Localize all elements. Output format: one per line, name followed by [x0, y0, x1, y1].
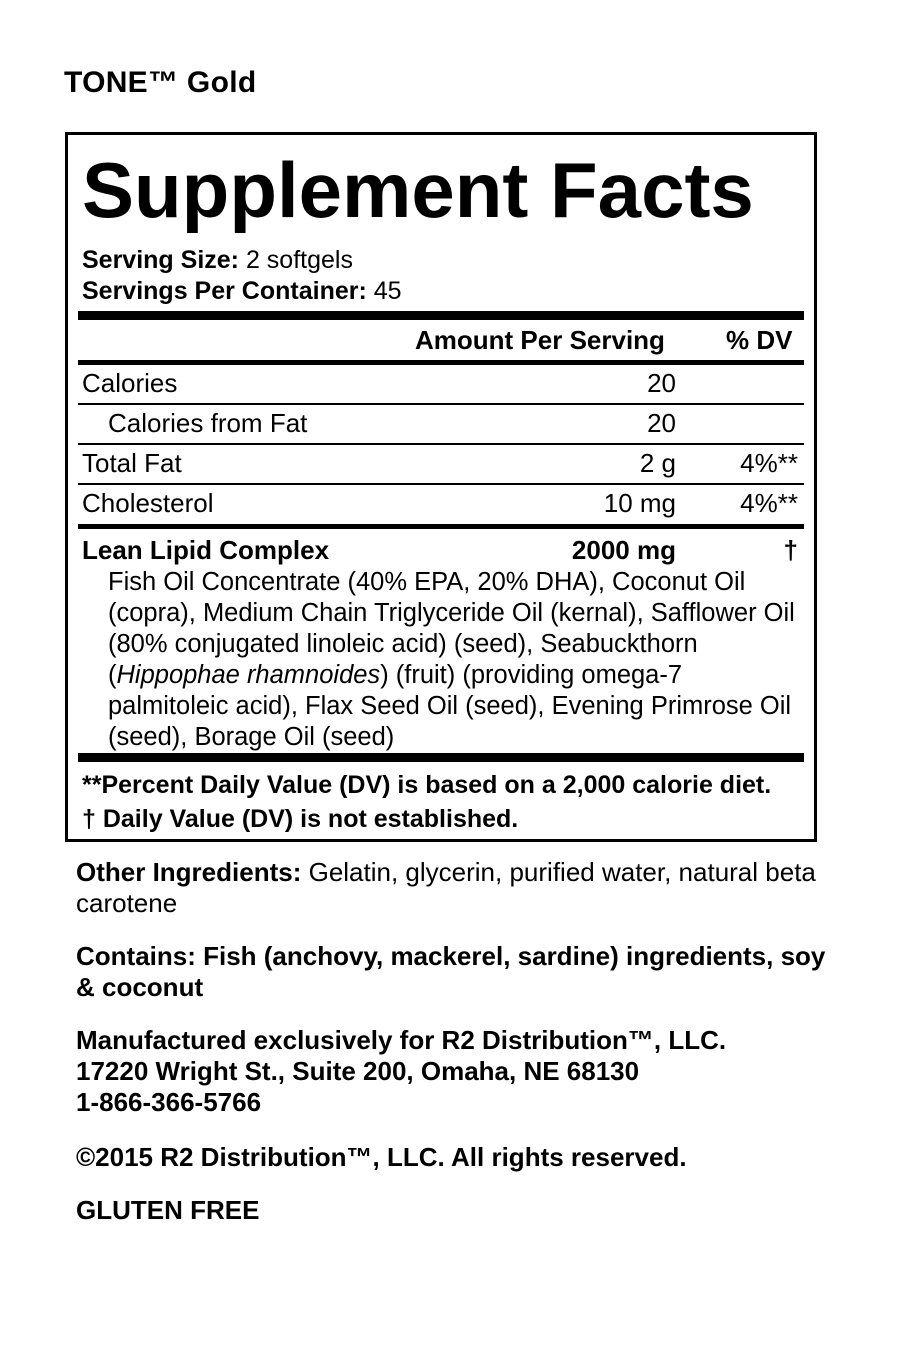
row-amount-calories-from-fat: 20: [647, 408, 676, 438]
row-divider: [78, 443, 804, 445]
allergen-statement: Contains: Fish (anchovy, mackerel, sardine) ingredients, soy & coconut: [76, 941, 826, 1002]
thick-divider: [78, 753, 804, 762]
manufacturer-line: Manufactured exclusively for R2 Distribution™, LLC.: [76, 1025, 727, 1055]
manufacturer-phone: 1-866-366-5766: [76, 1087, 262, 1117]
row-amount-total-fat: 2 g: [639, 448, 676, 478]
product-name: TONE™ Gold: [64, 66, 257, 99]
header-divider: [78, 360, 804, 365]
serving-size-value: 2 softgels: [245, 246, 353, 274]
serving-size: [82, 245, 353, 275]
row-dv-total-fat: 4%**: [740, 448, 798, 478]
row-divider: [78, 483, 804, 485]
blend-ingredients-latin: Hippophae rhamnoides: [116, 661, 381, 689]
row-name-total-fat: Total Fat: [82, 448, 182, 478]
row-amount-calories: 20: [647, 368, 676, 398]
thick-divider: [78, 311, 804, 320]
header-amount: Amount Per Serving: [415, 325, 665, 355]
blend-amount: 2000 mg: [571, 535, 676, 565]
blend-ingredients-part1: Fish Oil Concentrate (40% EPA, 20% DHA), Coconut Oil (copra), Medium Chain Triglyceride Oil (kernal), Safflower Oil (80% conjugated linoleic acid) (seed), Seabuckthorn (: [108, 568, 795, 689]
row-name-calories: Calories: [82, 368, 178, 398]
servings-per-container-label: Servings Per Container:: [82, 277, 367, 305]
other-ingredients: [76, 857, 836, 919]
row-name-calories-from-fat: Calories from Fat: [108, 408, 308, 438]
copyright: ©2015 R2 Distribution™, LLC. All rights reserved.: [76, 1142, 687, 1172]
footnote-dv-not-established: † Daily Value (DV) is not established.: [82, 805, 519, 833]
header-dv: % DV: [726, 325, 793, 355]
blend-ingredients-part2: ) (fruit) (providing omega-7 palmitoleic acid), Flax Seed Oil (seed), Evening Primrose Oil (seed), Borage Oil (seed): [108, 661, 792, 751]
other-ingredients-value: Gelatin, glycerin, purified water, natural beta carotene: [76, 857, 816, 918]
supplement-facts-panel: [65, 132, 817, 842]
other-ingredients-label: Other Ingredients:: [76, 857, 302, 887]
row-name-cholesterol: Cholesterol: [82, 488, 214, 518]
row-dv-cholesterol: 4%**: [740, 488, 798, 518]
blend-dv: †: [783, 535, 798, 565]
facts-title: Supplement Facts: [82, 146, 754, 234]
gluten-free-badge: GLUTEN FREE: [76, 1195, 260, 1225]
manufacturer-address: 17220 Wright St., Suite 200, Omaha, NE 68130: [76, 1056, 640, 1086]
servings-per-container-value: 45: [373, 277, 402, 305]
blend-divider: [78, 524, 804, 529]
footnote-percent-dv: **Percent Daily Value (DV) is based on a 2,000 calorie diet.: [82, 771, 772, 799]
blend-ingredients: [108, 567, 808, 753]
row-divider: [78, 403, 804, 405]
manufacturer-info: [76, 1025, 836, 1118]
serving-size-label: Serving Size:: [82, 246, 239, 274]
servings-per-container: [82, 276, 402, 306]
row-amount-cholesterol: 10 mg: [603, 488, 676, 518]
blend-name: Lean Lipid Complex: [82, 535, 330, 565]
